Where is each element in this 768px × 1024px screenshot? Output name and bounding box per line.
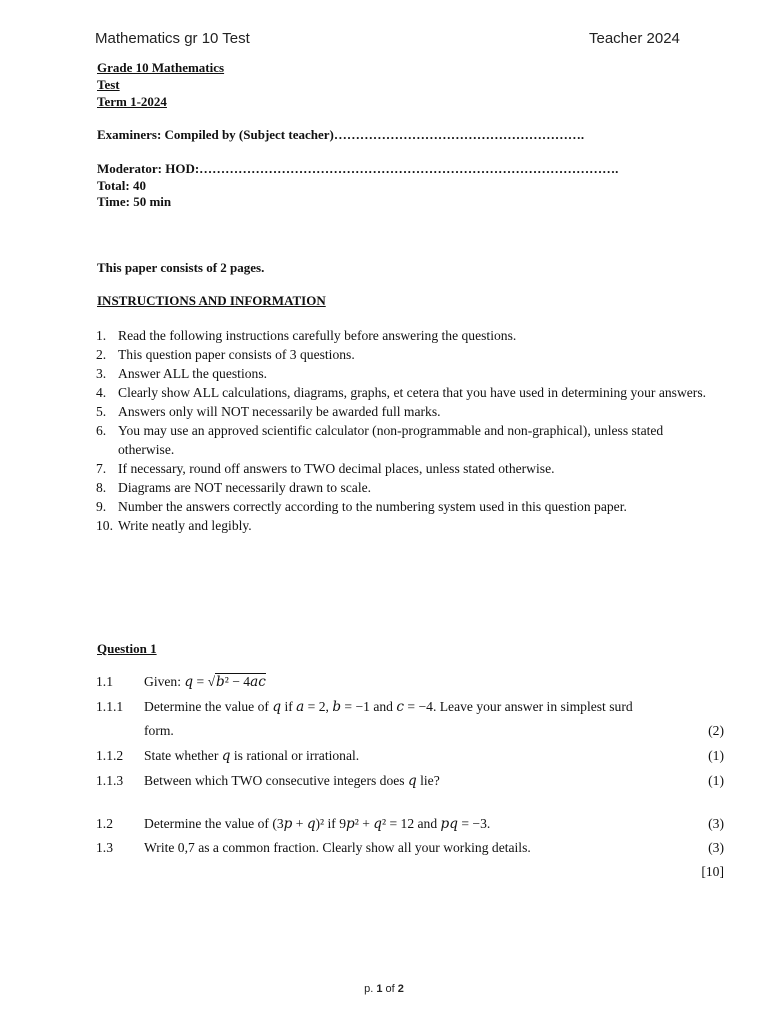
question-number: 1.3 — [96, 840, 113, 855]
header-right-title: Teacher 2024 — [589, 30, 680, 47]
mark-allocation: (1) — [708, 748, 724, 763]
instruction-number: 2. — [96, 347, 107, 362]
question-number: 1.2 — [96, 816, 113, 831]
examiners-line: Examiners: Compiled by (Subject teacher)…………………………………………………. — [97, 127, 585, 143]
moderator-line: Moderator: HOD:……………………………………………………………………………………. — [97, 160, 619, 176]
instruction-text: Clearly show ALL calculations, diagrams, graphs, et cetera that you have used in determining your answers. — [118, 385, 707, 400]
question-text: Given: q = √b² − 4ac — [144, 674, 266, 690]
instructions-list — [96, 326, 721, 535]
instruction-item — [96, 383, 721, 402]
instruction-number: 6. — [96, 423, 107, 438]
instruction-number: 5. — [96, 404, 107, 419]
instruction-item — [96, 326, 721, 345]
page-footer: p. 1 of 2 — [364, 983, 404, 995]
instruction-item — [96, 478, 721, 497]
instruction-number: 8. — [96, 480, 107, 495]
question-total-marks: [10] — [701, 864, 724, 879]
mark-allocation: (1) — [708, 773, 724, 788]
instruction-number: 7. — [96, 461, 107, 476]
instruction-text: Diagrams are NOT necessarily drawn to scale. — [118, 480, 372, 495]
mark-allocation: (3) — [708, 840, 724, 855]
mark-allocation: (3) — [708, 816, 724, 831]
question-text: Between which TWO consecutive integers does q lie? — [144, 773, 440, 789]
question-text: form. — [144, 723, 174, 738]
instruction-number: 3. — [96, 366, 107, 381]
question-number: 1.1.3 — [96, 773, 124, 788]
question-text: Determine the value of (3p + q)² if 9p² + q² = 12 and pq = −3. — [144, 816, 491, 832]
time-allowed: Time: 50 min — [97, 194, 172, 210]
total-marks: Total: 40 — [97, 177, 146, 193]
instruction-item — [96, 459, 721, 478]
test-title: Test — [97, 76, 120, 92]
header-left-title: Mathematics gr 10 Test — [95, 30, 250, 47]
instructions-heading: INSTRUCTIONS AND INFORMATION — [97, 293, 326, 308]
instruction-number: 1. — [96, 328, 107, 343]
total-pages: 2 — [397, 983, 404, 995]
instruction-item — [96, 497, 721, 516]
instruction-item — [96, 345, 721, 364]
instruction-item — [96, 516, 721, 535]
instruction-item — [96, 364, 721, 383]
instruction-text: Answer ALL the questions. — [118, 366, 268, 381]
question-text: Determine the value of q if a = 2, b = −1 and c = −4. Leave your answer in simplest surd — [144, 699, 633, 715]
question-1-heading: Question 1 — [97, 641, 157, 656]
question-text: State whether q is rational or irrational. — [144, 748, 360, 764]
current-page: 1 — [376, 983, 383, 995]
term-title: Term 1-2024 — [97, 93, 167, 109]
instruction-text: You may use an approved scientific calculator (non-programmable and non-graphical), unless stated otherwise. — [118, 423, 664, 457]
page-count-note: This paper consists of 2 pages. — [97, 260, 265, 275]
instruction-text: Answers only will NOT necessarily be awarded full marks. — [118, 404, 441, 419]
instruction-text: Read the following instructions carefully before answering the questions. — [118, 328, 517, 343]
question-number: 1.1.2 — [96, 748, 124, 763]
instruction-text: This question paper consists of 3 questions. — [118, 347, 355, 362]
instruction-text: Number the answers correctly according to the numbering system used in this question paper. — [118, 499, 627, 514]
instruction-number: 9. — [96, 499, 107, 514]
mark-allocation: (2) — [708, 723, 724, 738]
instruction-number: 10. — [96, 518, 113, 533]
grade-title: Grade 10 Mathematics — [97, 60, 225, 75]
instruction-item — [96, 421, 721, 459]
instruction-text: If necessary, round off answers to TWO decimal places, unless stated otherwise. — [118, 461, 555, 476]
instruction-text: Write neatly and legibly. — [118, 518, 252, 533]
test-meta-block — [97, 60, 618, 211]
question-number: 1.1 — [96, 674, 113, 689]
instruction-number: 4. — [96, 385, 107, 400]
question-number: 1.1.1 — [96, 699, 124, 714]
question-text: Write 0,7 as a common fraction. Clearly show all your working details. — [144, 840, 531, 855]
instruction-item — [96, 402, 721, 421]
